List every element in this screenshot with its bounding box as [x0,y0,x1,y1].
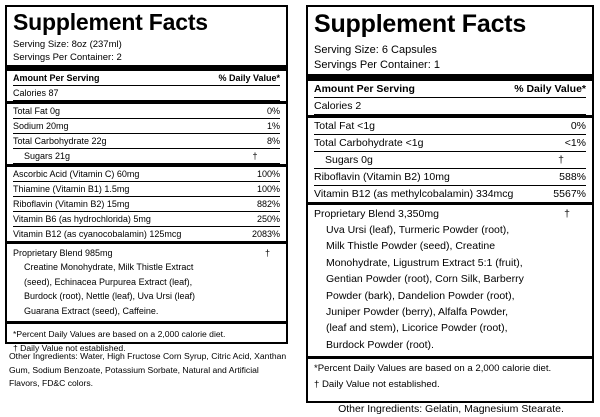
nutrient-name: Sugars 21g [24,151,71,161]
blend-line: Monohydrate, Ligustrum Extract 5:1 (fruit), [326,256,523,269]
blend-line: Powder (bark), Dandelion Powder (root), [326,289,515,302]
nutrient-row [314,169,586,186]
blend-name: Proprietary Blend 985mg [13,248,113,258]
serving-size: Serving Size: 6 Capsules [314,44,437,56]
daily-value-heading: % Daily Value* [514,83,586,95]
nutrient-row [13,227,280,241]
amount-per-serving-heading: Amount Per Serving [314,83,415,95]
nutrient-name: Riboflavin (Vitamin B2) 15mg [13,199,130,209]
nutrient-daily-value: 0% [570,120,586,132]
nutrient-row-sugars [314,152,586,169]
nutrient-name: Vitamin B12 (as methylcobalamin) 334mcg [314,188,514,200]
blend-line: Gentian Powder (root), Corn Silk, Barberry [326,273,524,286]
blend-line: Burdock Powder (root). [326,338,434,351]
proprietary-blend [314,205,586,356]
footnote-percent-daily: *Percent Daily Values are based on a 2,000 calorie diet. [13,329,226,339]
nutrient-name: Ascorbic Acid (Vitamin C) 60mg [13,169,140,179]
footnote-percent-daily: *Percent Daily Values are based on a 2,000 calorie diet. [314,363,552,375]
thick-divider [308,74,592,81]
nutrient-name: Total Carbohydrate <1g [314,137,424,149]
blend-line: Guarana Extract (seed), Caffeine. [24,305,159,316]
dagger-mark: † [564,208,570,220]
nutrient-name: Vitamin B6 (as hydrochlorida) 5mg [13,214,151,224]
servings-per-container: Servings Per Container: 1 [314,59,440,71]
proprietary-blend [13,244,280,321]
calories-row [314,98,586,115]
nutrient-daily-value: 2083% [251,229,280,239]
amount-header-row [314,81,586,98]
nutrient-daily-value: 882% [256,199,280,209]
nutrient-daily-value: 588% [559,171,586,183]
nutrient-row [13,104,280,119]
nutrient-row [13,197,280,212]
blend-line: Creatine Monohydrate, Milk Thistle Extract [24,262,194,272]
dagger-mark: † [264,248,270,258]
right-supplement-facts-label [306,5,594,403]
blend-line: (leaf and stem), Licorice Powder (root), [326,322,508,335]
blend-line: Juniper Powder (berry), Alfalfa Powder, [326,306,509,319]
nutrient-name: Thiamine (Vitamin B1) 1.5mg [13,184,130,194]
nutrient-name: Total Fat 0g [13,106,61,116]
daily-value-heading: % Daily Value* [218,73,280,83]
blend-name: Proprietary Blend 3,350mg [314,208,439,220]
nutrient-row-sugars [13,149,280,164]
nutrient-row [13,167,280,182]
nutrient-daily-value: 8% [266,136,280,146]
footnote-dagger: † Daily Value not established. [13,343,126,353]
blend-ingredients [314,222,586,356]
left-other-ingredients: Other Ingredients: Water, High Fructose Corn Syrup, Citric Acid, Xanthan Gum, Sodium Benzoate, Potassium Sorbate, Natural and Artificial Flavors, FD&C colors. [9,351,287,389]
amount-per-serving-heading: Amount Per Serving [13,73,100,83]
blend-ingredients [13,260,280,321]
nutrient-name: Vitamin B12 (as cyanocobalamin) 125mcg [13,229,182,239]
nutrient-name: Total Fat <1g [314,120,375,132]
nutrient-name: Riboflavin (Vitamin B2) 10mg [314,171,450,183]
nutrient-daily-value: 5567% [553,188,586,200]
nutrient-row [13,134,280,149]
nutrient-daily-value: 250% [256,214,280,224]
nutrient-row [13,119,280,134]
calories-value: Calories 2 [314,100,362,112]
nutrient-name: Sugars 0g [325,154,373,166]
calories-value: Calories 87 [13,88,59,98]
footnote-dagger: † Daily Value not established. [314,379,440,391]
dagger-mark: † [252,151,258,161]
nutrient-row [13,212,280,227]
nutrient-row [13,182,280,197]
blend-line: Burdock (root), Nettle (leaf), Uva Ursi (leaf) [24,291,196,301]
blend-line: Uva Ursi (leaf), Turmeric Powder (root), [326,224,510,236]
nutrient-daily-value: 0% [266,106,280,116]
blend-line: (seed), Echinacea Purpurea Extract (leaf), [24,276,193,287]
serving-size: Serving Size: 8oz (237ml) [13,39,122,50]
nutrient-daily-value: 100% [256,184,280,194]
servings-per-container: Servings Per Container: 2 [13,52,122,63]
nutrient-daily-value: <1% [564,137,586,149]
left-supplement-facts-label [5,5,288,353]
right-other-ingredients: Other Ingredients: Gelatin, Magnesium Stearate. [338,403,564,415]
amount-header-row [13,71,280,86]
calories-row [13,86,280,101]
nutrient-daily-value: 1% [266,121,280,131]
nutrient-row [314,118,586,135]
dagger-mark: † [558,154,564,166]
nutrient-daily-value: 100% [256,169,280,179]
nutrient-row [314,186,586,202]
nutrient-row [314,135,586,152]
label-title: Supplement Facts [13,9,208,35]
nutrient-name: Sodium 20mg [13,121,69,131]
blend-line: Milk Thistle Powder (seed), Creatine [326,240,496,253]
label-title: Supplement Facts [314,10,527,38]
nutrient-name: Total Carbohydrate 22g [13,136,107,146]
